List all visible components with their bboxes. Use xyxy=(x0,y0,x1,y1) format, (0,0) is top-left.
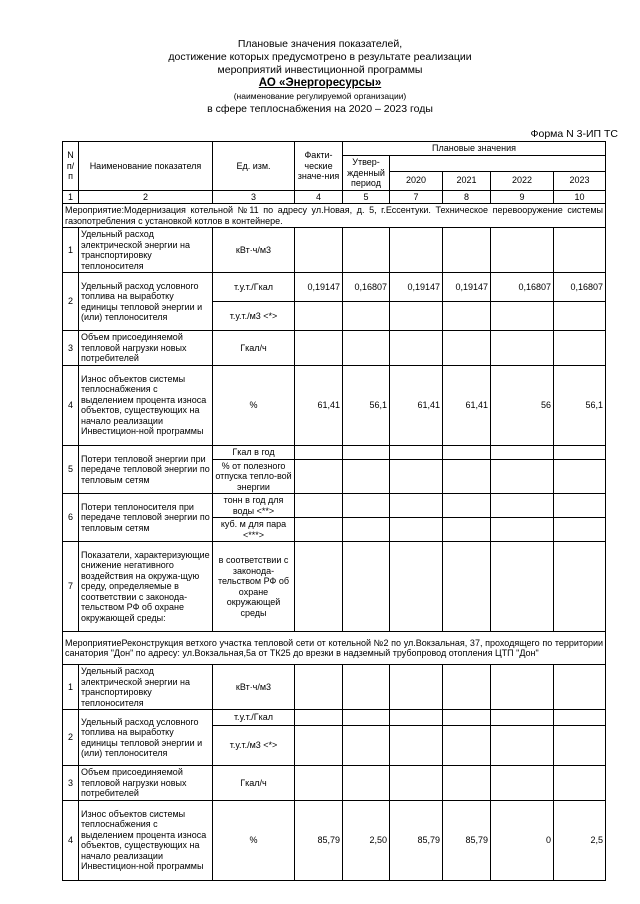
unit: в соответствии с законода-тельством РФ об охране окружающей среды xyxy=(213,542,295,632)
indicator-name: Удельный расход электрической энергии на транспортировку теплоносителя xyxy=(79,228,213,273)
indicator-name: Потери тепловой энергии при передаче тепловой энергии по тепловым сетям xyxy=(79,445,213,494)
value-2021: 0,19147 xyxy=(443,273,491,302)
unit: куб. м для пара <***> xyxy=(213,518,295,542)
value-2022: 56 xyxy=(491,365,554,445)
header-year: 2022 xyxy=(491,171,554,190)
row-number: 2 xyxy=(63,273,79,331)
indicator-name: Потери теплоносителя при передаче тепловой энергии по тепловым сетям xyxy=(79,494,213,542)
column-number: 9 xyxy=(491,190,554,204)
column-number: 5 xyxy=(343,190,390,204)
value-2023: 0,16807 xyxy=(554,273,606,302)
header-year: 2021 xyxy=(443,171,491,190)
column-number: 8 xyxy=(443,190,491,204)
indicator-name: Износ объектов системы теплоснабжения с выделением процента износа объектов, существующих на начало реализации Инвестицион-ной программы xyxy=(79,365,213,445)
measure-2-title: МероприятиеРеконструкция ветхого участка тепловой сети от котельной №2 по ул.Вокзальная, 37, проходящего по территории санатория "Дон" по адресу: ул.Вокзальная,5а от ТК25 до врезки в надземный трубопровод отопления ЦТП "Дон" xyxy=(63,632,606,665)
value-2020: 0,19147 xyxy=(390,273,443,302)
unit: % xyxy=(213,365,295,445)
header-year: 2020 xyxy=(390,171,443,190)
indicator-name: Удельный расход условного топлива на выработку единицы тепловой энергии и (или) теплоносителя xyxy=(79,710,213,766)
header-unit: Ед. изм. xyxy=(213,142,295,191)
unit: кВт·ч/м3 xyxy=(213,228,295,273)
unit: % от полезного отпуска тепло-вой энергии xyxy=(213,459,295,494)
indicator-name: Объем присоединяемой тепловой нагрузки новых потребителей xyxy=(79,331,213,366)
organization-note: (наименование регулируемой организации) xyxy=(233,91,407,101)
value-2023: 2,5 xyxy=(554,800,606,880)
row-number: 4 xyxy=(63,365,79,445)
header-fact: Факти-ческие значе-ния xyxy=(295,142,343,191)
unit: тонн в год для воды <**> xyxy=(213,494,295,518)
value-2022: 0 xyxy=(491,800,554,880)
organization-name: АО «Энергоресурсы» xyxy=(258,77,382,89)
row-number: 3 xyxy=(63,766,79,801)
value-2021: 61,41 xyxy=(443,365,491,445)
value-approved: 56,1 xyxy=(343,365,390,445)
row-number: 6 xyxy=(63,494,79,542)
value-2020: 61,41 xyxy=(390,365,443,445)
row-number: 4 xyxy=(63,800,79,880)
header-line-1: Плановые значения показателей, xyxy=(237,38,403,50)
column-number: 7 xyxy=(390,190,443,204)
header-year: 2023 xyxy=(554,171,606,190)
unit: т.у.т./Гкал xyxy=(213,710,295,726)
header-plan: Плановые значения xyxy=(343,142,606,156)
value-fact: 85,79 xyxy=(295,800,343,880)
column-number: 3 xyxy=(213,190,295,204)
header-line-3: мероприятий инвестиционной программы xyxy=(217,64,423,76)
column-number: 1 xyxy=(63,190,79,204)
header-num: N п/п xyxy=(63,142,79,191)
header-line-4: в сфере теплоснабжения на 2020 – 2023 годы xyxy=(207,103,433,115)
value-fact: 0,19147 xyxy=(295,273,343,302)
row-number: 7 xyxy=(63,542,79,632)
unit: Гкал/ч xyxy=(213,331,295,366)
measure-1-title: Мероприятие:Модернизация котельной №11 по адресу ул.Новая, д. 5, г.Ессентуки. Техническое перевооружение системы газопотребления с установкой котлов в контейнере. xyxy=(63,204,606,228)
unit: т.у.т./м3 <*> xyxy=(213,726,295,766)
unit: Гкал в год xyxy=(213,445,295,459)
indicator-name: Показатели, характеризующие снижение негативного воздействия на окружа-щую среду, определяемые в соответствии с законода-тельством РФ об охране окружающей среды: xyxy=(79,542,213,632)
column-number: 2 xyxy=(79,190,213,204)
value-2020: 85,79 xyxy=(390,800,443,880)
value-2022: 0,16807 xyxy=(491,273,554,302)
header-name: Наименование показателя xyxy=(79,142,213,191)
indicator-name: Удельный расход электрической энергии на транспортировку теплоносителя xyxy=(79,665,213,710)
row-number: 3 xyxy=(63,331,79,366)
indicator-name: Объем присоединяемой тепловой нагрузки новых потребителей xyxy=(79,766,213,801)
value-approved: 0,16807 xyxy=(343,273,390,302)
value-2023: 56,1 xyxy=(554,365,606,445)
unit: кВт·ч/м3 xyxy=(213,665,295,710)
value-fact: 61,41 xyxy=(295,365,343,445)
indicator-name: Износ объектов системы теплоснабжения с выделением процента износа объектов, существующих на начало реализации Инвестицион-ной программы xyxy=(79,800,213,880)
form-number: Форма N 3-ИП ТС xyxy=(530,128,618,140)
unit: т.у.т./м3 <*> xyxy=(213,302,295,331)
value-2021: 85,79 xyxy=(443,800,491,880)
column-number: 4 xyxy=(295,190,343,204)
value-approved: 2,50 xyxy=(343,800,390,880)
unit: Гкал/ч xyxy=(213,766,295,801)
row-number: 2 xyxy=(63,710,79,766)
header-approved: Утвер-жденный период xyxy=(343,156,390,191)
row-number: 1 xyxy=(63,665,79,710)
indicator-name: Удельный расход условного топлива на выработку единицы тепловой энергии и (или) теплоносителя xyxy=(79,273,213,331)
unit: % xyxy=(213,800,295,880)
column-number: 10 xyxy=(554,190,606,204)
document-header xyxy=(0,38,640,116)
indicators-table xyxy=(62,141,606,881)
row-number: 1 xyxy=(63,228,79,273)
header-line-2: достижение которых предусмотрено в результате реализации xyxy=(168,51,472,63)
unit: т.у.т./Гкал xyxy=(213,273,295,302)
row-number: 5 xyxy=(63,445,79,494)
